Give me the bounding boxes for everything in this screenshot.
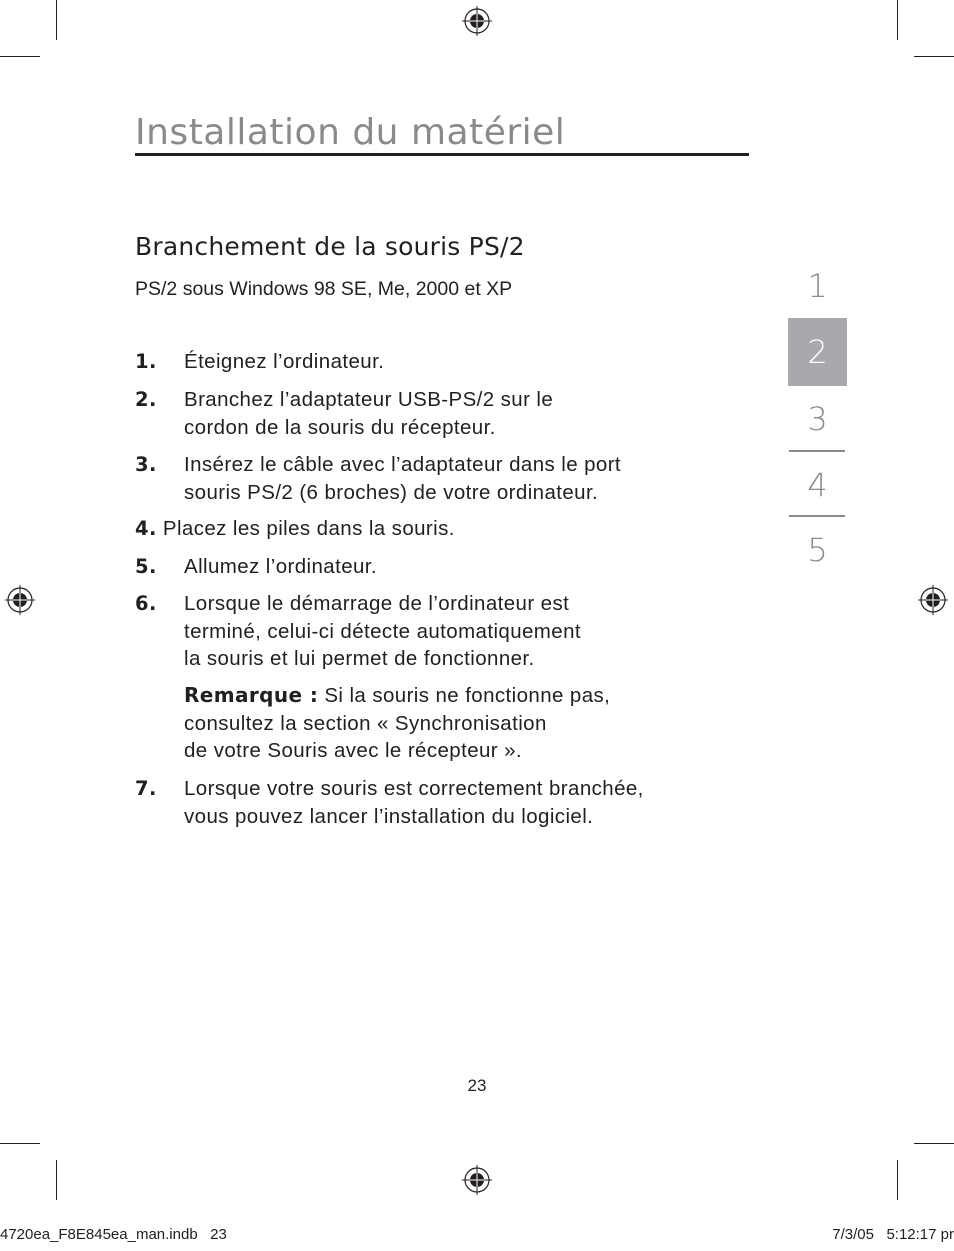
crop-mark	[897, 0, 898, 40]
step-number: 6.	[135, 592, 157, 615]
section-title: Branchement de la souris PS/2	[135, 232, 525, 261]
page-number: 23	[467, 1076, 487, 1095]
crop-mark	[914, 56, 954, 57]
step-text: Placez les piles dans la souris.	[162, 517, 455, 540]
page-title: Installation du matériel	[135, 112, 566, 153]
step-text: Lorsque votre souris est correctement branchée, vous pouvez lancer l’installation du logiciel.	[184, 777, 644, 828]
chapter-tab-2-active: 2	[788, 318, 847, 386]
step-text: Branchez l’adaptateur USB-PS/2 sur le cordon de la souris du récepteur.	[184, 388, 554, 439]
crop-mark	[56, 0, 57, 40]
step-number: 4.	[135, 517, 157, 540]
step-number: 3.	[135, 453, 157, 476]
registration-mark-icon	[462, 6, 492, 36]
slug-file-name: 4720ea_F8E845ea_man.indb 23	[0, 1226, 227, 1243]
chapter-tab-4: 4	[807, 466, 828, 504]
note	[184, 682, 744, 765]
step-number: 5.	[135, 555, 157, 578]
crop-mark	[914, 1143, 954, 1144]
chapter-tab-1: 1	[807, 267, 828, 305]
step-number: 2.	[135, 388, 157, 411]
subtitle: PS/2 sous Windows 98 SE, Me, 2000 et XP	[135, 278, 513, 300]
step-text: Allumez l’ordinateur.	[184, 555, 377, 578]
step-number: 1.	[135, 350, 157, 373]
crop-mark	[897, 1160, 898, 1200]
note-label: Remarque :	[184, 683, 319, 707]
registration-mark-icon	[5, 585, 35, 615]
step-text: Éteignez l’ordinateur.	[184, 350, 385, 373]
chapter-tab-5: 5	[807, 531, 828, 569]
step-number: 7.	[135, 777, 157, 800]
crop-mark	[0, 56, 40, 57]
slug-date: 7/3/05 5:12:17 pr	[832, 1226, 954, 1243]
step-text: Insérez le câble avec l’adaptateur dans le port souris PS/2 (6 broches) de votre ordinateur.	[184, 453, 622, 504]
registration-mark-icon	[918, 585, 948, 615]
step-text: Lorsque le démarrage de l’ordinateur est terminé, celui-ci détecte automatiquement la souris et lui permet de fonctionner.	[184, 592, 581, 670]
crop-mark	[56, 1160, 57, 1200]
crop-mark	[0, 1143, 40, 1144]
chapter-tab-3: 3	[807, 400, 828, 438]
registration-mark-icon	[462, 1165, 492, 1195]
title-rule	[135, 153, 749, 156]
step-item	[135, 515, 455, 543]
note-text: Si la souris ne fonctionne pas, consultez la section « Synchronisation de votre Souris avec le récepteur ».	[184, 684, 611, 762]
